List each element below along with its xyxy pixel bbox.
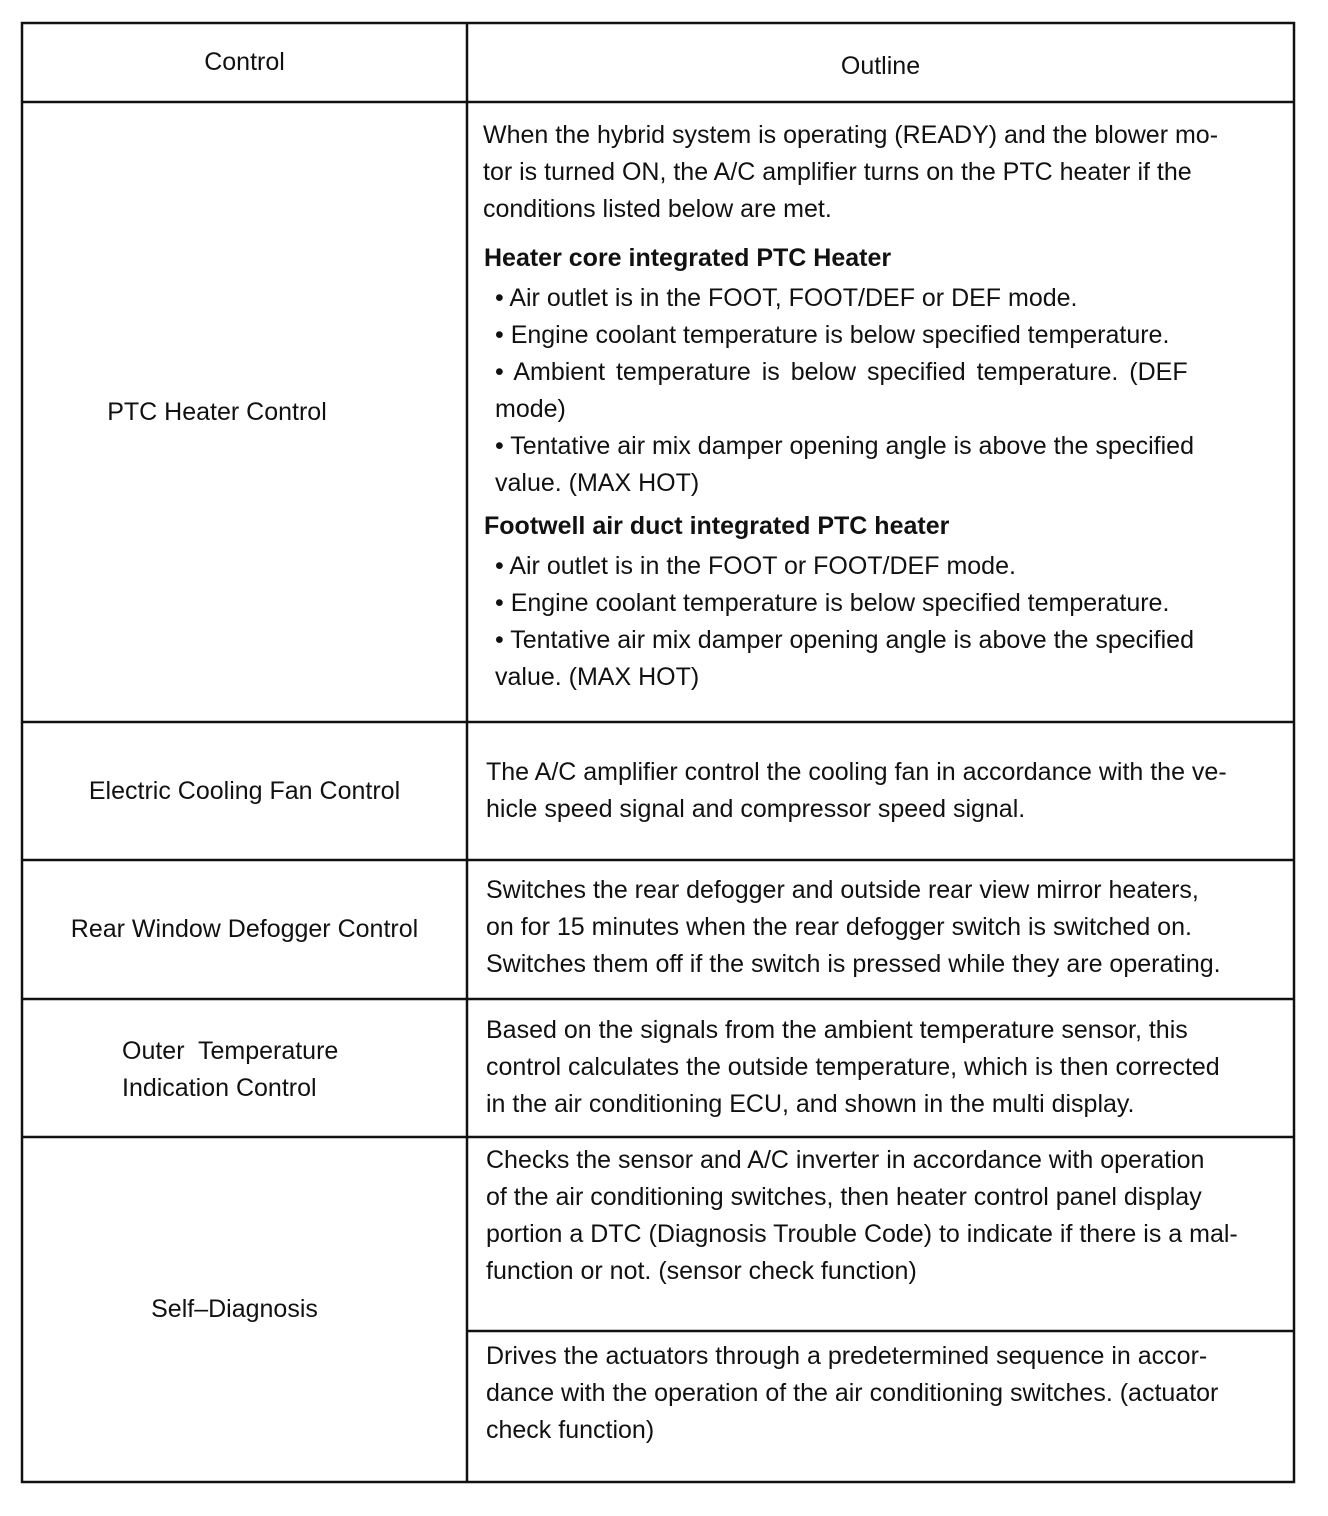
text-line: Switches the rear defogger and outside rear view mirror heaters, bbox=[486, 876, 1199, 904]
row-defogger-control bbox=[22, 860, 467, 999]
header-outline bbox=[467, 27, 1294, 106]
text-line: hicle speed signal and compressor speed signal. bbox=[486, 795, 1026, 823]
ptc-intro-full bbox=[0, 0, 1, 1]
control-label-outer-temp-line2: Indication Control bbox=[122, 1074, 317, 1102]
control-label-fan: Electric Cooling Fan Control bbox=[88, 776, 401, 805]
row-fan-control bbox=[22, 722, 467, 860]
text-line: control calculates the outside temperature, which is then corrected bbox=[486, 1053, 1220, 1081]
text-line: function or not. (sensor check function) bbox=[486, 1257, 917, 1285]
list-item: • Engine coolant temperature is below specified temperature. bbox=[495, 589, 1170, 617]
list-item: • Tentative air mix damper opening angle is above the specified bbox=[495, 626, 1194, 654]
section-heater-core-list bbox=[483, 280, 1288, 502]
row-ptc-control bbox=[22, 102, 412, 722]
text-line: check function) bbox=[486, 1416, 655, 1444]
row-ptc-outline bbox=[483, 117, 1288, 696]
self-diagnosis-sensor-check bbox=[486, 1142, 1290, 1290]
list-item: value. (MAX HOT) bbox=[495, 469, 700, 497]
control-label-self-diagnosis: Self–Diagnosis bbox=[151, 1295, 318, 1323]
text-line: Switches them off if the switch is pressed while they are operating. bbox=[486, 950, 1221, 978]
self-diagnosis-actuator-check bbox=[486, 1338, 1290, 1449]
text-line: on for 15 minutes when the rear defogger switch is switched on. bbox=[486, 913, 1192, 941]
list-item: value. (MAX HOT) bbox=[495, 663, 700, 691]
list-item: • Tentative air mix damper opening angle is above the specified bbox=[495, 432, 1194, 460]
text-line: When the hybrid system is operating (READY) and the blower mo- bbox=[483, 121, 1219, 149]
header-outline-label: Outline bbox=[840, 52, 921, 80]
list-item: • Engine coolant temperature is below specified temperature. bbox=[495, 321, 1170, 349]
section-footwell-list bbox=[483, 548, 1288, 696]
text-line: of the air conditioning switches, then heater control panel display bbox=[486, 1183, 1202, 1211]
section-heading-heater-core: Heater core integrated PTC Heater bbox=[484, 244, 892, 272]
list-item: mode) bbox=[495, 395, 566, 423]
control-label-outer-temp-line1: Outer Temperature bbox=[122, 1037, 339, 1065]
row-outer-temp-outline bbox=[486, 1012, 1290, 1123]
row-self-diagnosis-control bbox=[22, 1137, 447, 1482]
list-item: • Air outlet is in the FOOT, FOOT/DEF or DEF mode. bbox=[495, 284, 1078, 312]
text-line: portion a DTC (Diagnosis Trouble Code) to indicate if there is a mal- bbox=[486, 1220, 1238, 1248]
list-item: • Ambient temperature is below specified temperature. (DEF bbox=[495, 358, 1188, 386]
text-line: dance with the operation of the air conditioning switches. (actuator bbox=[486, 1379, 1219, 1407]
header-control-label: Control bbox=[204, 48, 285, 76]
text-line: Checks the sensor and A/C inverter in accordance with operation bbox=[486, 1146, 1205, 1174]
section-heading-footwell: Footwell air duct integrated PTC heater bbox=[484, 512, 950, 540]
text-line: conditions listed below are met. bbox=[483, 195, 832, 223]
text-line: The A/C amplifier control the cooling fan in accordance with the ve- bbox=[486, 758, 1227, 786]
control-label-defogger: Rear Window Defogger Control bbox=[70, 915, 419, 943]
row-outer-temp-control bbox=[122, 1033, 462, 1107]
header-control bbox=[22, 23, 467, 102]
text-line: tor is turned ON, the A/C amplifier turns on the PTC heater if the bbox=[483, 158, 1192, 186]
control-label-ptc: PTC Heater Control bbox=[107, 397, 327, 426]
list-item: • Air outlet is in the FOOT or FOOT/DEF mode. bbox=[495, 552, 1016, 580]
row-defogger-outline bbox=[486, 872, 1286, 983]
text-line: Based on the signals from the ambient temperature sensor, this bbox=[486, 1016, 1188, 1044]
ptc-intro bbox=[483, 117, 1288, 228]
text-line: Drives the actuators through a predetermined sequence in accor- bbox=[486, 1342, 1208, 1370]
row-fan-outline bbox=[486, 754, 1286, 828]
text-line: in the air conditioning ECU, and shown in the multi display. bbox=[486, 1090, 1135, 1118]
